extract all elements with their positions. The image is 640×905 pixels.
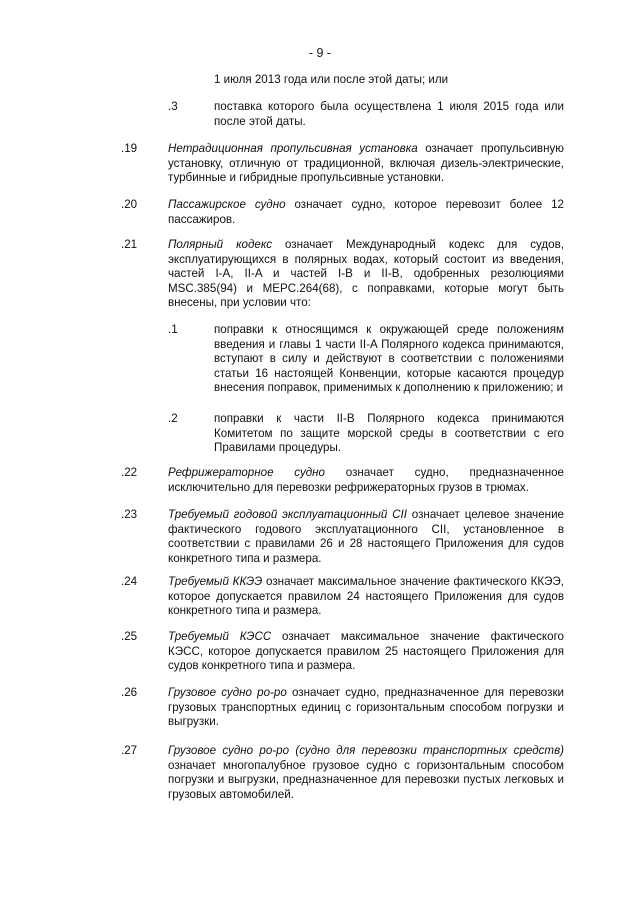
definition-number: .25 bbox=[121, 630, 138, 643]
defined-term: Требуемый годовой эксплуатационный CII bbox=[168, 508, 407, 521]
definition-text: означает максимальное значение фактического КЭСС, которое допускается правилом 25 настоящего Приложения для судов конкретного типа и размера. bbox=[168, 630, 564, 673]
defined-term: Требуемый КЭСС bbox=[168, 630, 272, 643]
subitem-number: .3 bbox=[168, 100, 178, 113]
definition-text: означает пропульсивную установку, отличную от традиционной, включая дизель-электрические, турбинные и гибридные пропульсивные установки. bbox=[168, 142, 564, 185]
defined-term: Пассажирское судно bbox=[168, 198, 286, 211]
subitem-text: поправки к части II-B Полярного кодекса принимаются Комитетом по защите морской среды в соответствии с его Правилами процедуры. bbox=[214, 412, 564, 455]
defined-term: Грузовое судно ро-ро bbox=[168, 686, 287, 699]
definition-number: .27 bbox=[121, 744, 138, 757]
definition-paragraph bbox=[168, 466, 564, 495]
definition-text: означает максимальное значение фактического ККЭЭ, которое допускается правилом 24 настоящего Приложения для судов конкретного типа и размера. bbox=[168, 575, 564, 618]
definition-text: означает целевое значение фактического годового эксплуатационного CII, установленное в соответствии с правилами 26 и 28 настоящего Приложения для судов конкретного типа и размера. bbox=[168, 508, 564, 565]
page-number: - 9 - bbox=[308, 46, 332, 60]
defined-term: Грузовое судно ро-ро (судно для перевозки транспортных средств) bbox=[168, 744, 564, 757]
definition-paragraph bbox=[168, 198, 564, 227]
subitem-number: .2 bbox=[168, 412, 178, 425]
defined-term: Полярный кодекс bbox=[168, 238, 273, 251]
definition-text: означает Международный кодекс для судов, эксплуатирующихся в полярных водах, который состоит из введения, частей I-A, II-A и частей I-B и II-B, одобренных резолюциями MSC.385(94) и MEPC.264(68), с поправками, которые могут быть внесены, при условии что: bbox=[168, 238, 564, 310]
definition-number: .19 bbox=[121, 142, 138, 155]
definition-number: .20 bbox=[121, 198, 138, 211]
definition-text: означает судно, предназначенное исключительно для перевозки рефрижераторных грузов в трюмах. bbox=[168, 466, 564, 494]
definition-number: .23 bbox=[121, 508, 138, 521]
subitem-text: поставка которого была осуществлена 1 июля 2015 года или после этой даты. bbox=[214, 100, 564, 128]
definition-text: означает судно, которое перевозит более 12 пассажиров. bbox=[168, 198, 564, 226]
definition-paragraph bbox=[168, 142, 564, 186]
definition-number: .22 bbox=[121, 466, 138, 479]
definition-text: означает многопалубное грузовое судно с горизонтальным способом погрузки и выгрузки, предназначенное для перевозки пустых легковых и грузовых автомобилей. bbox=[168, 758, 564, 801]
definition-number: .21 bbox=[121, 238, 138, 251]
definition-number: .24 bbox=[121, 575, 138, 588]
defined-term: Рефрижераторное судно bbox=[168, 466, 326, 479]
definition-paragraph bbox=[168, 238, 564, 311]
definition-number: .26 bbox=[121, 686, 138, 699]
defined-term: Нетрадиционная пропульсивная установка bbox=[168, 142, 418, 155]
defined-term: Требуемый ККЭЭ bbox=[168, 575, 263, 588]
definition-paragraph bbox=[168, 744, 564, 802]
definition-paragraph bbox=[168, 630, 564, 674]
subitem-number: .1 bbox=[168, 323, 178, 336]
subitem-text: поправки к относящимся к окружающей среде положениям введения и главы 1 части II-A Полярного кодекса принимаются, вступают в силу и действуют в соответствии с положениями статьи 16 настоящей Конвенции, которые касаются процедур внесения поправок, применимых к дополнению к приложению; и bbox=[214, 323, 564, 395]
definition-text: означает судно, предназначенное для перевозки грузовых транспортных единиц с горизонтальным способом погрузки и выгрузки. bbox=[168, 686, 564, 729]
definition-paragraph bbox=[168, 575, 564, 619]
definition-paragraph bbox=[168, 508, 564, 566]
definition-paragraph bbox=[168, 686, 564, 730]
continuation-line: 1 июля 2013 года или после этой даты; или bbox=[214, 73, 449, 86]
